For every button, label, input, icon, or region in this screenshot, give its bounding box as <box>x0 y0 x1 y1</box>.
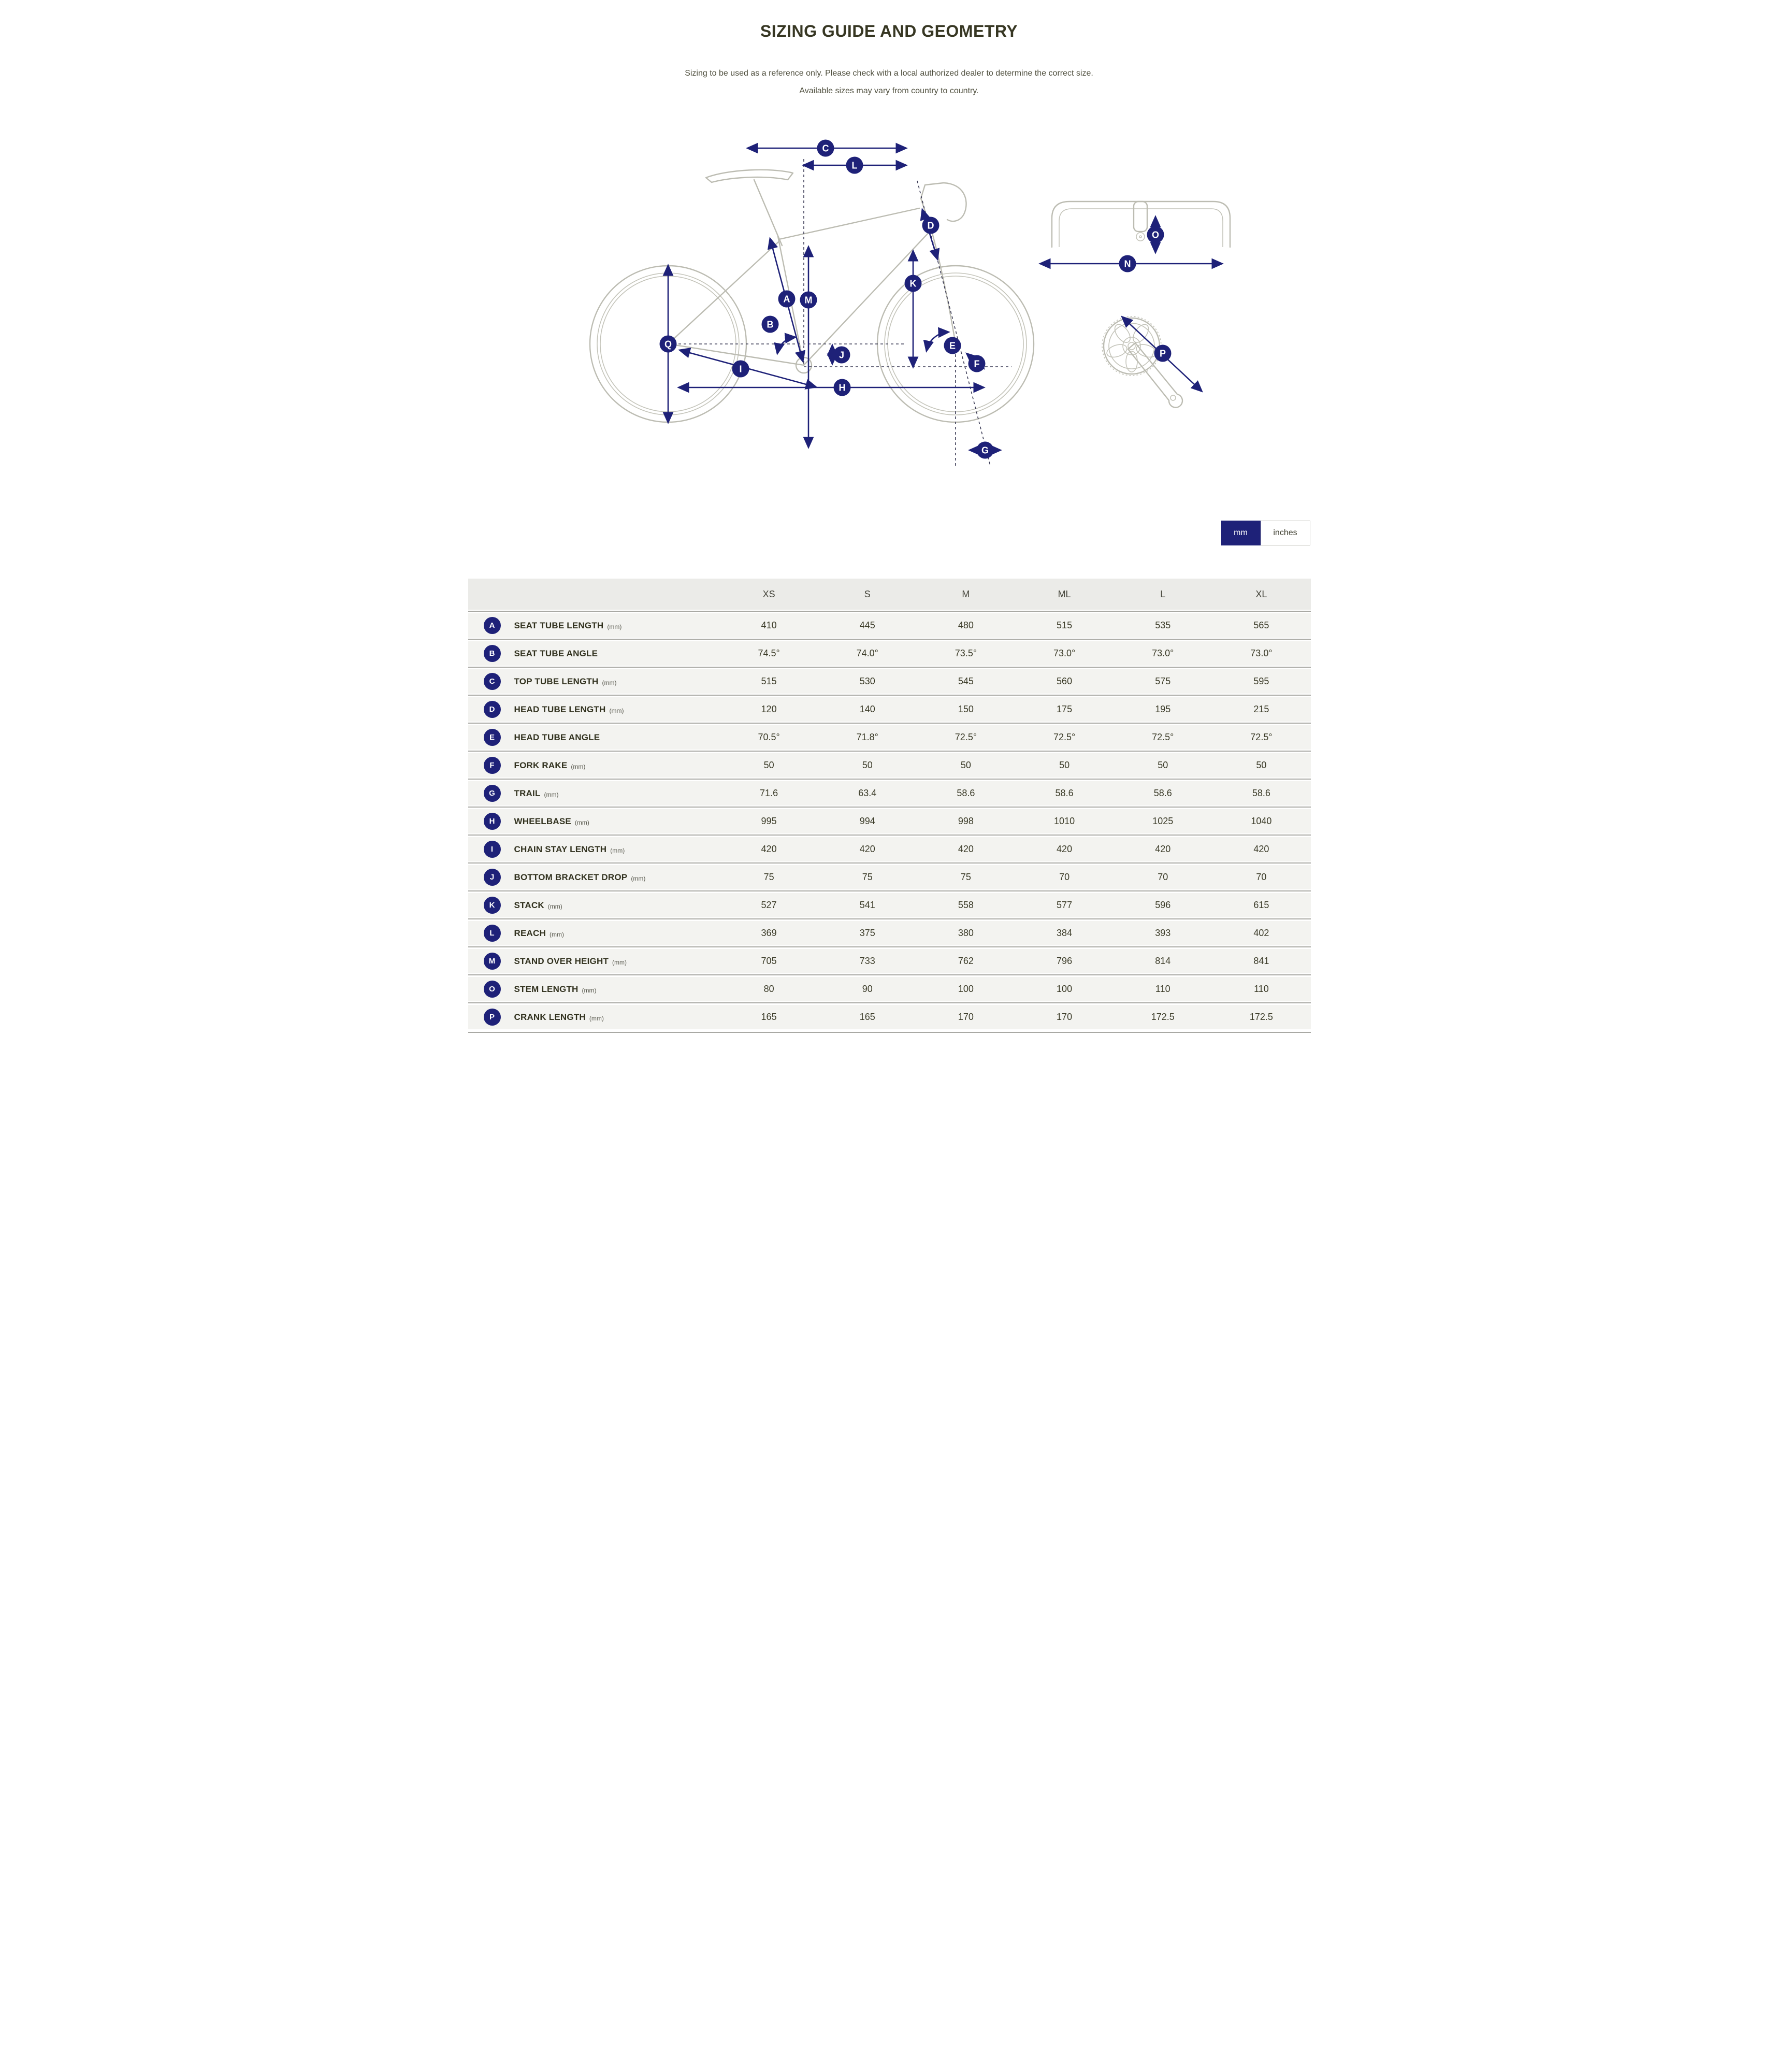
cell-value: 175 <box>1057 704 1073 714</box>
svg-text:J: J <box>839 350 844 361</box>
diagram-label-D <box>922 217 939 234</box>
unit-inches-button[interactable]: inches <box>1261 521 1310 545</box>
cell-value: 402 <box>1253 928 1269 938</box>
diagram-label-F <box>968 355 985 372</box>
table-row-K <box>468 893 1311 917</box>
cell-value: 172.5 <box>1249 1012 1273 1022</box>
geometry-diagram <box>445 113 1334 471</box>
table-row-F <box>468 753 1311 778</box>
svg-text:F: F <box>974 358 979 369</box>
row-label: HEAD TUBE LENGTH <box>514 704 606 714</box>
cell-value: 165 <box>761 1012 777 1022</box>
diagram-label-C <box>817 140 834 157</box>
row-unit: (mm) <box>610 846 625 854</box>
row-unit: (mm) <box>574 818 589 826</box>
handlebar-illustration <box>1052 202 1230 247</box>
diagram-label-I <box>732 361 749 378</box>
cell-value: 58.6 <box>1153 788 1172 798</box>
row-label-cell <box>468 841 720 858</box>
column-header-ML: ML <box>1058 588 1071 599</box>
cell-value: 58.6 <box>1252 788 1270 798</box>
cell-value: 110 <box>1155 984 1170 994</box>
diagram-label-G <box>976 442 993 459</box>
row-letter-badge-L: L <box>484 925 501 942</box>
row-letter-badge-F: F <box>484 757 501 774</box>
row-label: CRANK LENGTH <box>514 1012 586 1022</box>
cell-value: 577 <box>1057 900 1073 910</box>
subtitle-line-1: Sizing to be used as a reference only. Please check with a local authorized dealer to determine the correct size. <box>685 69 1093 78</box>
row-letter-badge-P: P <box>484 1009 501 1026</box>
cell-value: 515 <box>1057 620 1073 630</box>
sizing-guide-page <box>445 0 1334 1033</box>
svg-text:I: I <box>739 364 742 375</box>
row-letter-badge-E: E <box>484 729 501 746</box>
row-unit: (mm) <box>609 707 624 714</box>
cell-value: 535 <box>1155 620 1171 630</box>
cell-value: 63.4 <box>858 788 877 798</box>
row-label-cell <box>468 1009 720 1026</box>
diagram-label-M <box>800 292 817 309</box>
unit-toggle <box>445 521 1334 545</box>
cell-value: 73.0° <box>1250 648 1273 658</box>
cell-value: 375 <box>859 928 875 938</box>
row-label: BOTTOM BRACKET DROP <box>514 872 628 882</box>
svg-text:C: C <box>822 143 829 154</box>
geometry-diagram-svg <box>445 113 1334 471</box>
cell-value: 50 <box>960 760 971 770</box>
cell-value: 410 <box>761 620 777 630</box>
row-letter-badge-G: G <box>484 785 501 802</box>
cell-value: 71.6 <box>760 788 778 798</box>
cell-value: 90 <box>862 984 873 994</box>
cell-value: 565 <box>1253 620 1269 630</box>
row-unit: (mm) <box>589 1014 604 1022</box>
cell-value: 480 <box>958 620 974 630</box>
cell-value: 560 <box>1057 676 1073 686</box>
cell-value: 733 <box>859 956 875 966</box>
cell-value: 72.5° <box>1250 732 1273 742</box>
cell-value: 50 <box>1059 760 1070 770</box>
cell-value: 215 <box>1253 704 1269 714</box>
row-letter-badge-D: D <box>484 701 501 718</box>
reference-dashed-lines <box>668 159 1011 466</box>
cell-value: 140 <box>859 704 875 714</box>
cell-value: 100 <box>1057 984 1073 994</box>
table-row-B <box>468 641 1311 666</box>
cell-value: 50 <box>763 760 774 770</box>
diagram-label-E <box>944 337 961 354</box>
row-letter-badge-J: J <box>484 869 501 886</box>
cell-value: 72.5° <box>1152 732 1174 742</box>
cell-value: 615 <box>1253 900 1269 910</box>
table-row-E <box>468 725 1311 750</box>
row-unit: (mm) <box>571 762 586 770</box>
cell-value: 705 <box>761 956 777 966</box>
cell-value: 75 <box>960 872 971 882</box>
cell-value: 420 <box>958 844 974 854</box>
cell-value: 73.0° <box>1152 648 1174 658</box>
cell-value: 75 <box>862 872 873 882</box>
cell-value: 70.5° <box>758 732 780 742</box>
cell-value: 70 <box>1256 872 1267 882</box>
row-label: HEAD TUBE ANGLE <box>514 732 600 742</box>
cell-value: 73.5° <box>955 648 977 658</box>
row-label-cell <box>468 953 720 970</box>
svg-text:Q: Q <box>664 339 672 350</box>
row-letter-badge-H: H <box>484 813 501 830</box>
subtitle-line-2: Available sizes may vary from country to country. <box>799 87 979 95</box>
cell-value: 420 <box>1253 844 1269 854</box>
cell-value: 796 <box>1057 956 1073 966</box>
cell-value: 58.6 <box>957 788 975 798</box>
column-header-S: S <box>864 588 871 599</box>
cell-value: 380 <box>958 928 974 938</box>
cell-value: 100 <box>958 984 974 994</box>
row-unit: (mm) <box>549 930 564 938</box>
svg-text:L: L <box>851 160 857 171</box>
column-header-L: L <box>1160 588 1166 599</box>
table-row-I <box>468 837 1311 861</box>
row-label-cell <box>468 617 720 634</box>
table-row-D <box>468 697 1311 722</box>
cell-value: 545 <box>958 676 974 686</box>
cell-value: 994 <box>859 816 875 826</box>
cell-value: 72.5° <box>955 732 977 742</box>
row-label-cell <box>468 813 720 830</box>
measurement-arrows <box>668 148 1222 450</box>
cell-value: 70 <box>1158 872 1168 882</box>
row-letter-badge-M: M <box>484 953 501 970</box>
row-label-cell <box>468 645 720 662</box>
cell-value: 1010 <box>1054 816 1075 826</box>
svg-text:H: H <box>839 382 845 393</box>
svg-text:M: M <box>804 295 812 306</box>
cell-value: 50 <box>862 760 873 770</box>
page-title <box>445 22 1334 41</box>
svg-text:O: O <box>1151 229 1159 240</box>
row-unit: (mm) <box>612 958 627 966</box>
row-label: SEAT TUBE ANGLE <box>514 648 598 658</box>
cell-value: 595 <box>1253 676 1269 686</box>
row-letter-badge-A: A <box>484 617 501 634</box>
cell-value: 1040 <box>1251 816 1272 826</box>
cell-value: 75 <box>763 872 774 882</box>
cell-value: 814 <box>1155 956 1171 966</box>
geometry-table <box>468 579 1311 1033</box>
row-label: FORK RAKE <box>514 760 568 770</box>
diagram-label-H <box>833 379 850 396</box>
column-header-XL: XL <box>1255 588 1267 599</box>
cell-value: 384 <box>1057 928 1073 938</box>
row-label: TOP TUBE LENGTH <box>514 676 599 686</box>
row-label-cell <box>468 701 720 718</box>
svg-text:P: P <box>1159 348 1166 359</box>
svg-text:K: K <box>909 278 916 289</box>
cell-value: 120 <box>761 704 777 714</box>
row-letter-badge-C: C <box>484 673 501 690</box>
cell-value: 80 <box>763 984 774 994</box>
cell-value: 515 <box>761 676 777 686</box>
cell-value: 393 <box>1155 928 1171 938</box>
cell-value: 1025 <box>1152 816 1174 826</box>
cell-value: 150 <box>958 704 974 714</box>
cell-value: 841 <box>1253 956 1269 966</box>
diagram-label-L <box>846 157 863 174</box>
cell-value: 195 <box>1155 704 1171 714</box>
diagram-label-J <box>833 347 850 364</box>
svg-text:B: B <box>767 319 773 330</box>
cell-value: 58.6 <box>1055 788 1074 798</box>
unit-mm-button[interactable]: mm <box>1221 521 1261 545</box>
cell-value: 172.5 <box>1151 1012 1175 1022</box>
cell-value: 72.5° <box>1053 732 1076 742</box>
cell-value: 575 <box>1155 676 1171 686</box>
diagram-label-K <box>904 275 921 292</box>
row-label-cell <box>468 757 720 774</box>
cell-value: 596 <box>1155 900 1171 910</box>
table-row-O <box>468 977 1311 1001</box>
table-row-P <box>468 1005 1311 1029</box>
row-label-cell <box>468 869 720 886</box>
cell-value: 50 <box>1158 760 1168 770</box>
cell-value: 445 <box>859 620 875 630</box>
row-unit: (mm) <box>607 623 622 630</box>
cell-value: 420 <box>1155 844 1171 854</box>
cell-value: 527 <box>761 900 777 910</box>
cell-value: 73.0° <box>1053 648 1076 658</box>
row-label-cell <box>468 897 720 914</box>
table-row-H <box>468 809 1311 833</box>
cell-value: 558 <box>958 900 974 910</box>
row-label: CHAIN STAY LENGTH <box>514 844 607 854</box>
cell-value: 762 <box>958 956 974 966</box>
svg-text:D: D <box>927 220 934 231</box>
cell-value: 165 <box>859 1012 875 1022</box>
row-label-cell <box>468 729 720 746</box>
table-row-A <box>468 613 1311 638</box>
cell-value: 50 <box>1256 760 1267 770</box>
table-row-J <box>468 865 1311 889</box>
row-unit: (mm) <box>582 986 597 994</box>
row-letter-badge-I: I <box>484 841 501 858</box>
cell-value: 369 <box>761 928 777 938</box>
cell-value: 530 <box>859 676 875 686</box>
cell-value: 74.5° <box>758 648 780 658</box>
row-label: WHEELBASE <box>514 816 571 826</box>
cell-value: 74.0° <box>856 648 878 658</box>
row-unit: (mm) <box>602 679 617 686</box>
column-header-XS: XS <box>762 588 775 599</box>
diagram-label-N <box>1119 255 1136 272</box>
cell-value: 420 <box>1057 844 1073 854</box>
table-row-C <box>468 669 1311 694</box>
diagram-label-A <box>778 291 795 308</box>
row-label: REACH <box>514 928 546 938</box>
row-label: STACK <box>514 900 544 910</box>
svg-text:N: N <box>1124 258 1131 269</box>
row-unit: (mm) <box>547 902 562 910</box>
row-unit: (mm) <box>631 874 646 882</box>
svg-text:G: G <box>981 445 989 456</box>
cell-value: 70 <box>1059 872 1070 882</box>
row-label: TRAIL <box>514 788 541 798</box>
cell-value: 170 <box>958 1012 974 1022</box>
page-title-text: SIZING GUIDE AND GEOMETRY <box>760 22 1018 40</box>
row-letter-badge-O: O <box>484 981 501 998</box>
column-header-M: M <box>962 588 970 599</box>
diagram-label-B <box>761 316 778 333</box>
cell-value: 995 <box>761 816 777 826</box>
row-letter-badge-K: K <box>484 897 501 914</box>
cell-value: 170 <box>1057 1012 1073 1022</box>
diagram-label-Q <box>659 336 676 353</box>
row-label-cell <box>468 981 720 998</box>
row-label: SEAT TUBE LENGTH <box>514 620 604 630</box>
svg-text:E: E <box>949 340 956 351</box>
table-row-G <box>468 781 1311 805</box>
cell-value: 998 <box>958 816 974 826</box>
row-unit: (mm) <box>544 790 559 798</box>
diagram-label-O <box>1147 226 1164 243</box>
row-label: STAND OVER HEIGHT <box>514 956 609 966</box>
table-row-L <box>468 921 1311 945</box>
table-header-row <box>468 579 1311 610</box>
row-label-cell <box>468 925 720 942</box>
diagram-label-P <box>1154 345 1171 362</box>
cell-value: 541 <box>859 900 875 910</box>
table-row-M <box>468 949 1311 973</box>
cell-value: 71.8° <box>856 732 878 742</box>
svg-text:A: A <box>783 294 790 305</box>
cell-value: 420 <box>859 844 875 854</box>
cell-value: 110 <box>1254 984 1269 994</box>
row-label-cell <box>468 785 720 802</box>
row-label: STEM LENGTH <box>514 984 579 994</box>
row-letter-badge-B: B <box>484 645 501 662</box>
row-label-cell <box>468 673 720 690</box>
cell-value: 420 <box>761 844 777 854</box>
